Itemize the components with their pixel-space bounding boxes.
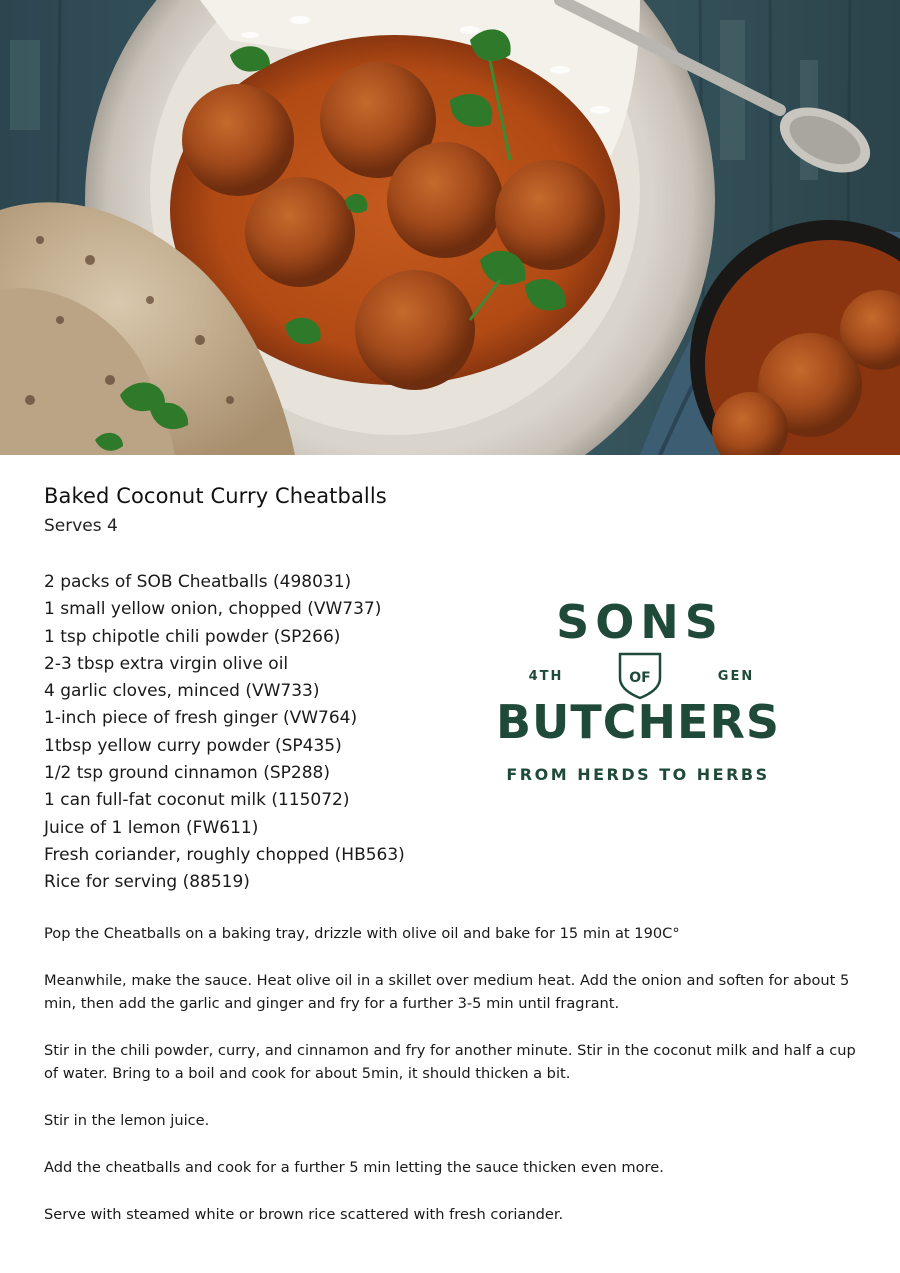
ingredient-item: 1-inch piece of fresh ginger (VW764) [44, 708, 358, 729]
serves-text: Serves 4 [44, 516, 118, 536]
logo-sons-text: SONS [556, 595, 724, 649]
hero-photo [0, 0, 900, 455]
logo-4th-text: 4TH [528, 669, 564, 684]
method-step: Add the cheatballs and cook for a further 5 min letting the sauce thicken even more. [44, 1159, 664, 1176]
ingredient-item: 1tbsp yellow curry powder (SP435) [44, 735, 342, 756]
logo-of-text: OF [629, 670, 651, 686]
logo-gen-text: GEN [717, 669, 755, 684]
ingredients-list [44, 569, 405, 897]
recipe-title: Baked Coconut Curry Cheatballs [44, 484, 387, 508]
logo-graphic [480, 590, 800, 790]
logo-butchers-text: BUTCHERS [495, 695, 781, 749]
method-step: Serve with steamed white or brown rice scattered with fresh coriander. [44, 1206, 564, 1223]
ingredient-item: 1 can full-fat coconut milk (115072) [44, 790, 350, 811]
curry-meatballs-photo [0, 0, 900, 455]
ingredient-item: Rice for serving (88519) [44, 872, 250, 893]
ingredient-item: 2 packs of SOB Cheatballs (498031) [44, 572, 352, 592]
method-step: Stir in the lemon juice. [44, 1112, 210, 1129]
ingredient-item: 1/2 tsp ground cinnamon (SP288) [44, 763, 330, 784]
ingredient-item: 2-3 tbsp extra virgin olive oil [44, 653, 289, 674]
ingredient-item: 1 small yellow onion, chopped (VW737) [44, 599, 382, 620]
ingredient-item: 4 garlic cloves, minced (VW733) [44, 681, 320, 702]
method-section [44, 922, 864, 1250]
method-step: Meanwhile, make the sauce. Heat olive oil in a skillet over medium heat. Add the onion and soften for about 5 min, then add the garlic and ginger and fry for a further 3-5 min until fragrant. [44, 972, 850, 1012]
method-step: Pop the Cheatballs on a baking tray, drizzle with olive oil and bake for 15 min at 190C° [44, 925, 680, 942]
ingredient-item: Juice of 1 lemon (FW611) [44, 817, 259, 838]
sons-of-butchers-logo [480, 590, 800, 790]
method-step: Stir in the chili powder, curry, and cinnamon and fry for another minute. Stir in the coconut milk and half a cup of water. Bring to a boil and cook for about 5min, it should thicken a bit. [44, 1042, 856, 1082]
ingredient-item: 1 tsp chipotle chili powder (SP266) [44, 626, 341, 647]
logo-tagline-text: FROM HERDS TO HERBS [506, 765, 770, 784]
ingredient-item: Fresh coriander, roughly chopped (HB563) [44, 844, 405, 865]
